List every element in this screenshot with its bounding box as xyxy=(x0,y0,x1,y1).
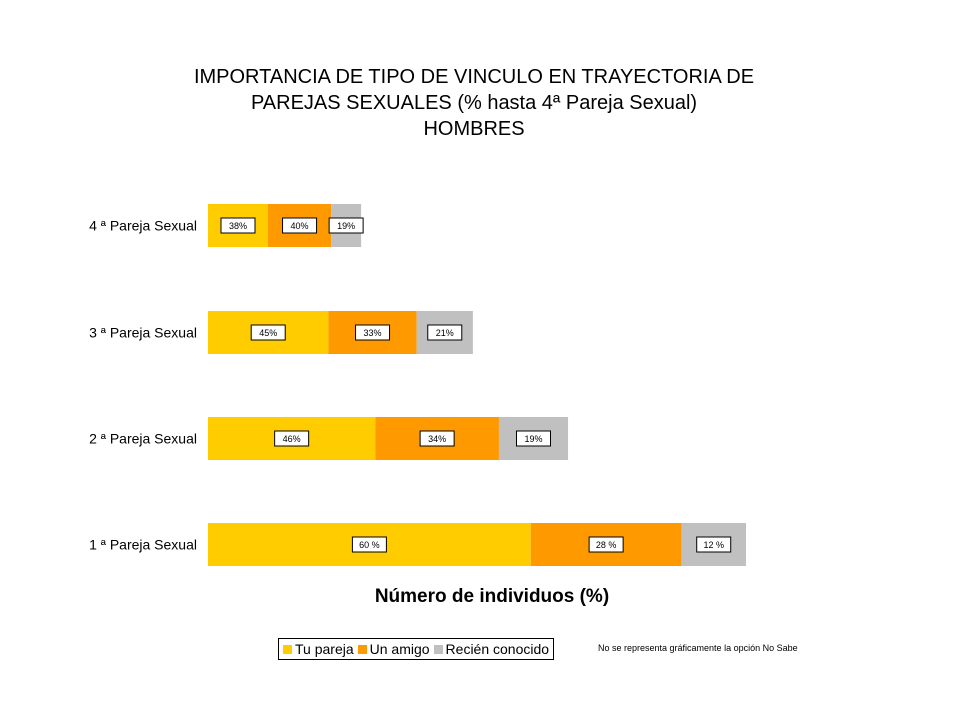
data-label: 19% xyxy=(524,434,543,444)
legend-swatch-un-amigo xyxy=(358,645,367,654)
category-label: 1 ª Pareja Sexual xyxy=(89,536,197,553)
x-axis-label: Número de individuos (%) xyxy=(374,586,610,607)
legend-item-tu-pareja xyxy=(283,641,354,657)
title-line-3: HOMBRES xyxy=(423,118,525,140)
data-label: 38% xyxy=(228,221,248,231)
legend-item-recien-conocido xyxy=(434,641,550,657)
data-label: 28 % xyxy=(595,540,617,550)
legend-swatch-recien-conocido xyxy=(434,645,443,654)
data-label: 21% xyxy=(435,328,454,338)
category-label: 2 ª Pareja Sexual xyxy=(89,430,197,447)
data-label: 33% xyxy=(363,328,382,338)
legend-item-un-amigo xyxy=(358,641,430,657)
data-label: 12 % xyxy=(703,540,724,550)
data-label: 40% xyxy=(290,221,309,231)
legend-swatch-tu-pareja xyxy=(283,645,292,654)
legend-label-tu-pareja: Tu pareja xyxy=(295,641,354,657)
data-label: 45% xyxy=(259,328,278,338)
footnote: No se representa gráficamente la opción No Sabe xyxy=(598,643,798,653)
title-line-2: PAREJAS SEXUALES (% hasta 4ª Pareja Sexual) xyxy=(250,92,698,114)
data-label: 46% xyxy=(282,434,301,444)
category-label: 4 ª Pareja Sexual xyxy=(89,217,197,234)
legend-label-recien-conocido: Recién conocido xyxy=(445,641,550,657)
data-label: 60 % xyxy=(359,540,380,550)
legend xyxy=(278,638,554,660)
legend-label-un-amigo: Un amigo xyxy=(369,641,430,657)
data-label: 34% xyxy=(428,434,447,444)
title-line-1: IMPORTANCIA DE TIPO DE VINCULO EN TRAYECTORIA DE xyxy=(193,66,755,88)
data-label: 19% xyxy=(337,221,356,231)
category-label: 3 ª Pareja Sexual xyxy=(89,324,197,341)
